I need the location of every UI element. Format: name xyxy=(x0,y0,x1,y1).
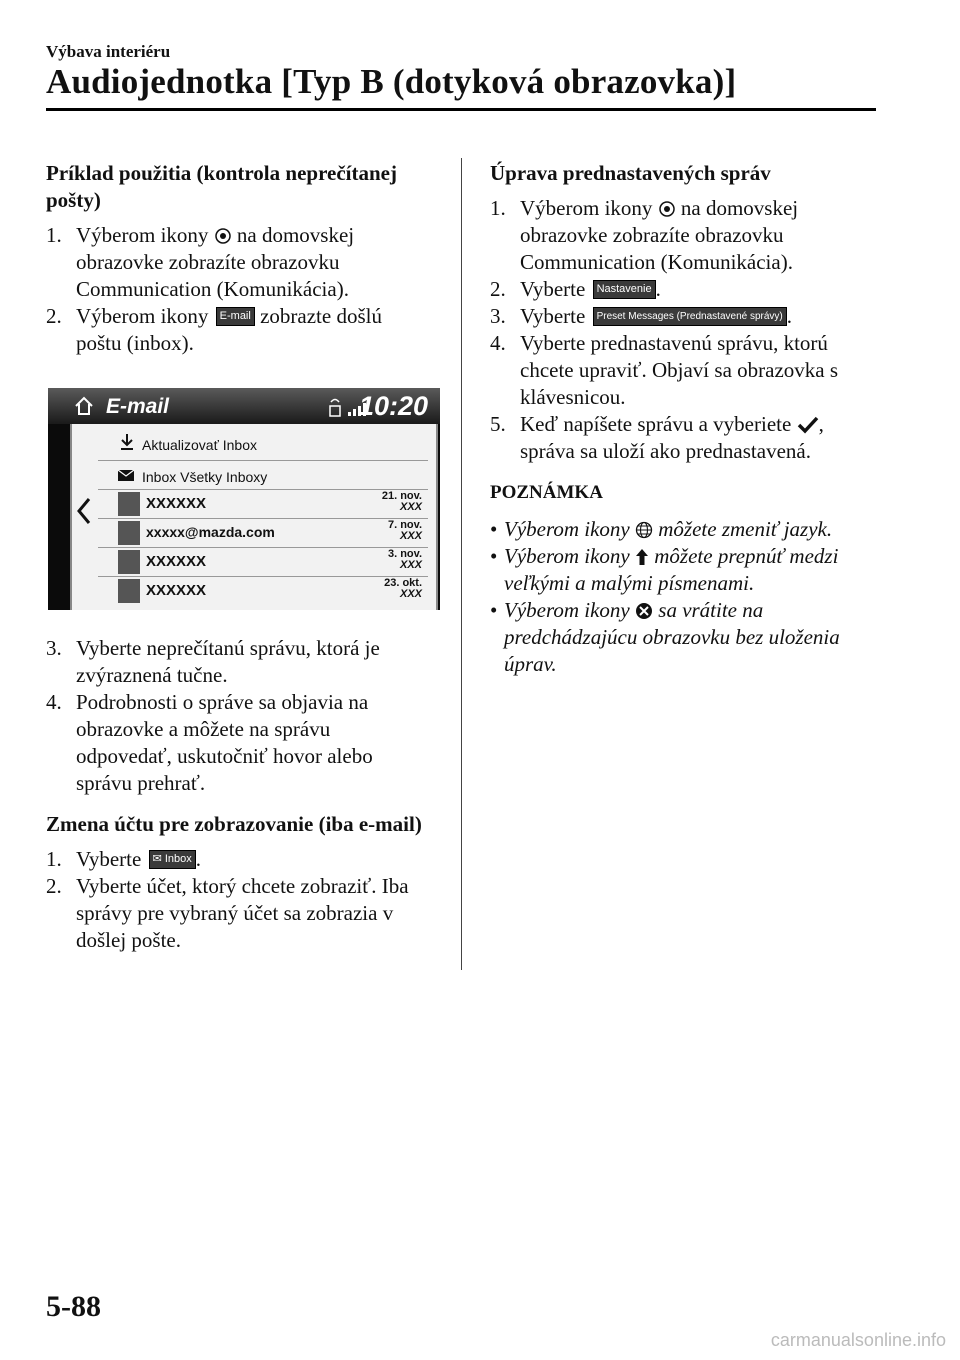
step-1 xyxy=(46,222,426,303)
message-row[interactable] xyxy=(98,489,428,518)
email-button[interactable]: E-mail xyxy=(216,307,255,326)
step-text: na domovskej obrazovke zobrazíte obrazovku Communication (Komunikácia). xyxy=(520,196,799,274)
heading-change-account: Zmena účtu pre zobrazovanie (iba e-mail) xyxy=(46,812,422,836)
step-number: 3. xyxy=(490,304,506,328)
envelope-icon xyxy=(118,470,134,481)
step-text: , správa sa uloží ako prednastavená. xyxy=(520,412,824,463)
home-icon[interactable] xyxy=(74,396,94,416)
step-text: zobrazte došlú poštu (inbox). xyxy=(76,304,382,355)
note-item: • Výberom ikony sa vrátite na predchádzajúcu obrazovku bez uloženia úprav. xyxy=(490,598,840,676)
message-date xyxy=(382,491,422,513)
step-text: Vyberte xyxy=(76,847,142,871)
step-text: Výberom ikony xyxy=(520,196,653,220)
heading-unread-mail: Príklad použitia (kontrola neprečítanej pošty) xyxy=(46,161,397,212)
step-text: Vyberte neprečítanú správu, ktorá je zvýraznená tučne. xyxy=(76,636,380,687)
note-heading: POZNÁMKA xyxy=(490,482,603,503)
globe-icon xyxy=(635,521,653,539)
step-2 xyxy=(490,276,882,303)
date-text: 23. okt. xyxy=(384,577,422,589)
step-text: . xyxy=(786,304,793,328)
cancel-icon xyxy=(635,602,653,620)
message-date xyxy=(388,549,422,571)
step-text: Vyberte prednastavenú správu, ktorú chcete upraviť. Objaví sa obrazovka s klávesnicou. xyxy=(520,331,839,409)
step-text: Vyberte xyxy=(520,304,586,328)
message-sender: XXXXXX xyxy=(146,495,207,512)
step-number: 4. xyxy=(490,331,506,355)
screen-header-bar xyxy=(48,388,440,424)
communication-icon xyxy=(658,200,676,218)
message-sender: XXXXXX xyxy=(146,582,207,599)
message-date xyxy=(384,578,422,600)
step-3 xyxy=(490,303,882,330)
note-item: • Výberom ikony môžete zmeniť jazyk. xyxy=(490,517,833,541)
step-number: 2. xyxy=(46,304,62,328)
screen-title: E-mail xyxy=(106,395,170,418)
step-2 xyxy=(46,303,426,357)
date-sub: XXX xyxy=(399,559,422,571)
clock: 10:20 xyxy=(358,391,428,421)
heading-preset-messages: Úprava prednastavených správ xyxy=(490,161,771,185)
note-text: môžete zmeniť jazyk. xyxy=(658,517,833,541)
date-text: 3. nov. xyxy=(387,548,422,560)
note-text: Výberom ikony xyxy=(504,598,630,622)
step-number: 2. xyxy=(46,874,62,898)
step-2b xyxy=(46,873,426,954)
note-text: sa vrátite na predchádzajúcu obrazovku bez uloženia úprav. xyxy=(504,598,840,676)
step-number: 1. xyxy=(46,223,62,247)
update-inbox-item[interactable] xyxy=(98,430,428,459)
contact-avatar-icon xyxy=(118,579,140,603)
preset-messages-button[interactable]: Preset Messages (Prednastavené správy) xyxy=(593,307,787,326)
step-text: . xyxy=(195,847,202,871)
column-divider xyxy=(461,158,462,970)
checkmark-icon xyxy=(797,416,819,434)
step-1b xyxy=(46,846,426,873)
note-text: Výberom ikony xyxy=(504,544,630,568)
message-sender: xxxxx@mazda.com xyxy=(146,524,275,540)
step-number: 3. xyxy=(46,636,62,660)
step-number: 1. xyxy=(490,196,506,220)
title-rule xyxy=(46,108,876,111)
message-sender: XXXXXX xyxy=(146,553,207,570)
date-sub: XXX xyxy=(399,501,422,513)
email-screen-illustration xyxy=(48,388,440,610)
message-row[interactable] xyxy=(98,547,428,576)
message-row[interactable] xyxy=(98,518,428,547)
step-number: 2. xyxy=(490,277,506,301)
note-text: môžete prepnúť medzi veľkými a malými písmenami. xyxy=(504,544,839,595)
contact-avatar-icon xyxy=(118,550,140,574)
inbox-all-item[interactable] xyxy=(98,460,428,490)
step-5 xyxy=(490,411,882,465)
contact-avatar-icon xyxy=(118,492,140,516)
shift-arrow-icon xyxy=(635,548,649,566)
note-text: Výberom ikony xyxy=(504,517,630,541)
date-sub: XXX xyxy=(399,588,422,600)
page-number: 5-88 xyxy=(46,1290,101,1323)
date-sub: XXX xyxy=(399,530,422,542)
step-text: Výberom ikony xyxy=(76,223,209,247)
section-label: Výbava interiéru xyxy=(46,42,171,61)
step-text: Podrobnosti o správe sa objavia na obrazovke a môžete na správu odpovedať, uskutočniť hovor alebo správu prehrať. xyxy=(76,690,373,795)
settings-button[interactable]: Nastavenie xyxy=(593,280,656,299)
back-arrow-icon[interactable] xyxy=(76,496,92,526)
step-text: na domovskej obrazovke zobrazíte obrazovku Communication (Komunikácia). xyxy=(76,223,355,301)
step-text: Výberom ikony xyxy=(76,304,209,328)
download-icon xyxy=(120,434,134,450)
step-text: . xyxy=(655,277,661,301)
step-text: Vyberte xyxy=(520,277,586,301)
inbox-button[interactable]: ✉ Inbox xyxy=(149,850,196,869)
menu-label: Aktualizovať Inbox xyxy=(142,437,257,453)
message-date xyxy=(388,520,422,542)
inbox-label: Inbox xyxy=(164,853,192,865)
note-item: • Výberom ikony môžete prepnúť medzi veľkými a malými písmenami. xyxy=(490,544,839,595)
watermark: carmanualsonline.info xyxy=(770,1330,946,1350)
step-number: 1. xyxy=(46,847,62,871)
menu-label: Inbox Všetky Inboxy xyxy=(142,469,268,485)
communication-icon xyxy=(214,227,232,245)
step-text: Keď napíšete správu a vyberiete xyxy=(520,412,792,436)
step-number: 4. xyxy=(46,690,62,714)
right-column xyxy=(490,160,882,678)
step-3 xyxy=(46,635,426,689)
step-text: Vyberte účet, ktorý chcete zobraziť. Iba správy pre vybraný účet sa zobrazia v došlej pošte. xyxy=(76,874,409,952)
contact-avatar-icon xyxy=(118,521,140,545)
date-text: 7. nov. xyxy=(387,519,422,531)
step-4 xyxy=(46,689,426,797)
step-1 xyxy=(490,195,882,276)
step-4 xyxy=(490,330,882,411)
step-number: 5. xyxy=(490,412,506,436)
date-text: 21. nov. xyxy=(381,490,422,502)
message-row[interactable] xyxy=(98,576,428,605)
page-title: Audiojednotka [Typ B (dotyková obrazovka)] xyxy=(46,62,737,101)
